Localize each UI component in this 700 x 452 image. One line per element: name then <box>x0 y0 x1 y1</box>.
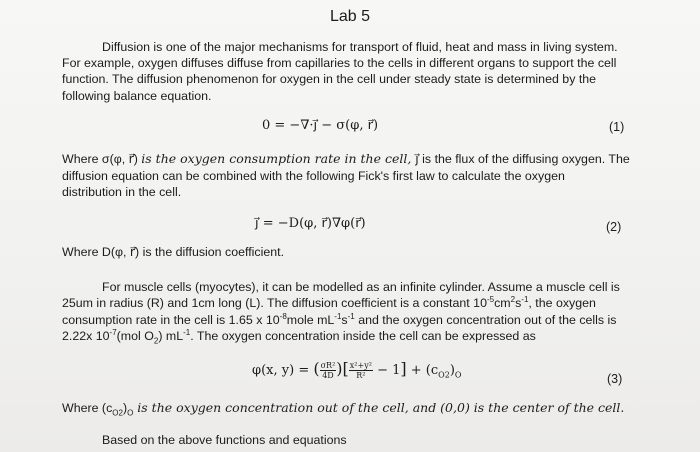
fraction-1-denominator: 4D <box>322 371 334 380</box>
para4-line3-text-a: consumption rate in the cell is 1.65 x 10 <box>62 313 280 327</box>
para4-line2-sup3: -1 <box>521 294 529 304</box>
para4-line4-sup1: -7 <box>109 327 117 337</box>
equation-3-fraction-2 <box>349 361 373 380</box>
para5-sub2: O <box>127 408 134 418</box>
para2-line1-italic: is the oxygen consumption rate in the cell, <box>141 151 416 166</box>
para4-line4 <box>62 328 536 345</box>
para4-line4-text-a: 2.22x 10 <box>62 329 110 343</box>
para4-line3-text-d: and the oxygen concentration out of the cells is <box>354 313 617 327</box>
para1-line4: following balance equation. <box>62 89 212 103</box>
para3-prefix: Where D(φ, r⃗) <box>62 245 143 259</box>
para4-line4-sup2: -1 <box>183 327 191 337</box>
para2-line1-suffix: j⃗ is the flux of the diffusing oxygen. The <box>415 152 630 166</box>
fraction-2-denominator: R² <box>356 371 366 380</box>
equation-1-number: (1) <box>609 120 625 134</box>
para4-line4-sub: 2 <box>153 336 159 346</box>
para4-line2-text-d: , the oxygen <box>528 296 596 310</box>
para4-line3-text-c: s <box>341 313 348 327</box>
equation-1: 0 = −∇·j⃗ − σ(φ, r⃗) <box>262 118 379 133</box>
document-title: Lab 5 <box>329 8 371 25</box>
para5-text-a: Where (c <box>62 401 113 415</box>
para4-line2-sup1: -5 <box>486 294 495 304</box>
para4-line2-sup2: 2 <box>510 294 516 304</box>
para1-line1: Diffusion is one of the major mechanisms for transport of fluid, heat and mass in living system. <box>102 40 618 54</box>
equation-3-o2-sub: O2 <box>438 370 450 380</box>
para4-line3-sup3: -1 <box>347 311 355 321</box>
para2-line3: distribution in the cell. <box>62 185 182 199</box>
para4-line2-text-a: 25um in radius (R) and 1cm long (L). The diffusion coefficient is a constant 10 <box>62 296 487 310</box>
para4-line3-sup1: -8 <box>279 311 287 321</box>
equation-3-lhs: φ(x, y) = <box>252 363 314 378</box>
para1-line2: For example, oxygen diffuses diffuse from capillaries to the cells in different organs to support the cell <box>62 56 617 70</box>
fraction-1-numerator: σR² <box>320 361 336 370</box>
equation-3-plus-term: + (c <box>410 363 439 378</box>
fraction-2-numerator: x²+y² <box>349 361 372 370</box>
equation-3-number: (3) <box>607 372 623 386</box>
equation-3-o-sub: O <box>454 370 462 380</box>
para4-line4-text-d: . The oxygen concentration inside the cell can be expressed as <box>190 329 536 343</box>
equation-3-fraction-1 <box>320 361 337 380</box>
para2-line2: diffusion equation can be combined with the following Fick's first law to calculate the oxygen <box>62 169 565 183</box>
para4-line2-text-c: s <box>515 296 522 310</box>
para5 <box>62 400 624 417</box>
para4-line1: For muscle cells (myocytes), it can be modelled as an infinite cylinder. Assume a muscle cell is <box>102 280 620 294</box>
para3 <box>62 244 284 261</box>
equation-2-number: (2) <box>606 220 622 234</box>
para2-line1 <box>62 151 630 168</box>
para5-sub1: O2 <box>112 408 123 418</box>
para4-line2 <box>62 295 596 312</box>
para4-line3-sup2: -1 <box>334 311 342 321</box>
equation-3-minus-one: − 1 <box>377 363 401 378</box>
para5-text-b: ) <box>122 401 128 415</box>
para4-line4-text-c: ) mL <box>158 329 184 343</box>
para4-line3-text-b: mole mL <box>286 313 335 327</box>
equation-2: j⃗ = −D(φ, r⃗)∇φ(r⃗) <box>255 216 366 231</box>
para4-line2-text-b: cm <box>494 296 511 310</box>
para4-line3 <box>62 312 617 329</box>
para4-line4-text-b: (mol O <box>116 329 154 343</box>
para3-suffix: is the diffusion coefficient. <box>142 245 285 259</box>
para6: Based on the above functions and equations <box>102 433 347 447</box>
para1-line3: function. The diffusion phenomenon for oxygen in the cell under steady state is determined by the <box>62 72 597 86</box>
equation-3: φ(x, y) = ( $\frac{\text{σR²}}{4D}$ )[ $\frac{\text{x²+y²}}{\text{R²}}$ − $1] + (c_{O2})_O$ <box>252 359 462 380</box>
para5-italic-text: is the oxygen concentration out of the cell, and (0,0) is the center of the cell. <box>133 400 625 415</box>
para2-line1-prefix: Where σ(φ, r⃗) <box>62 152 142 166</box>
